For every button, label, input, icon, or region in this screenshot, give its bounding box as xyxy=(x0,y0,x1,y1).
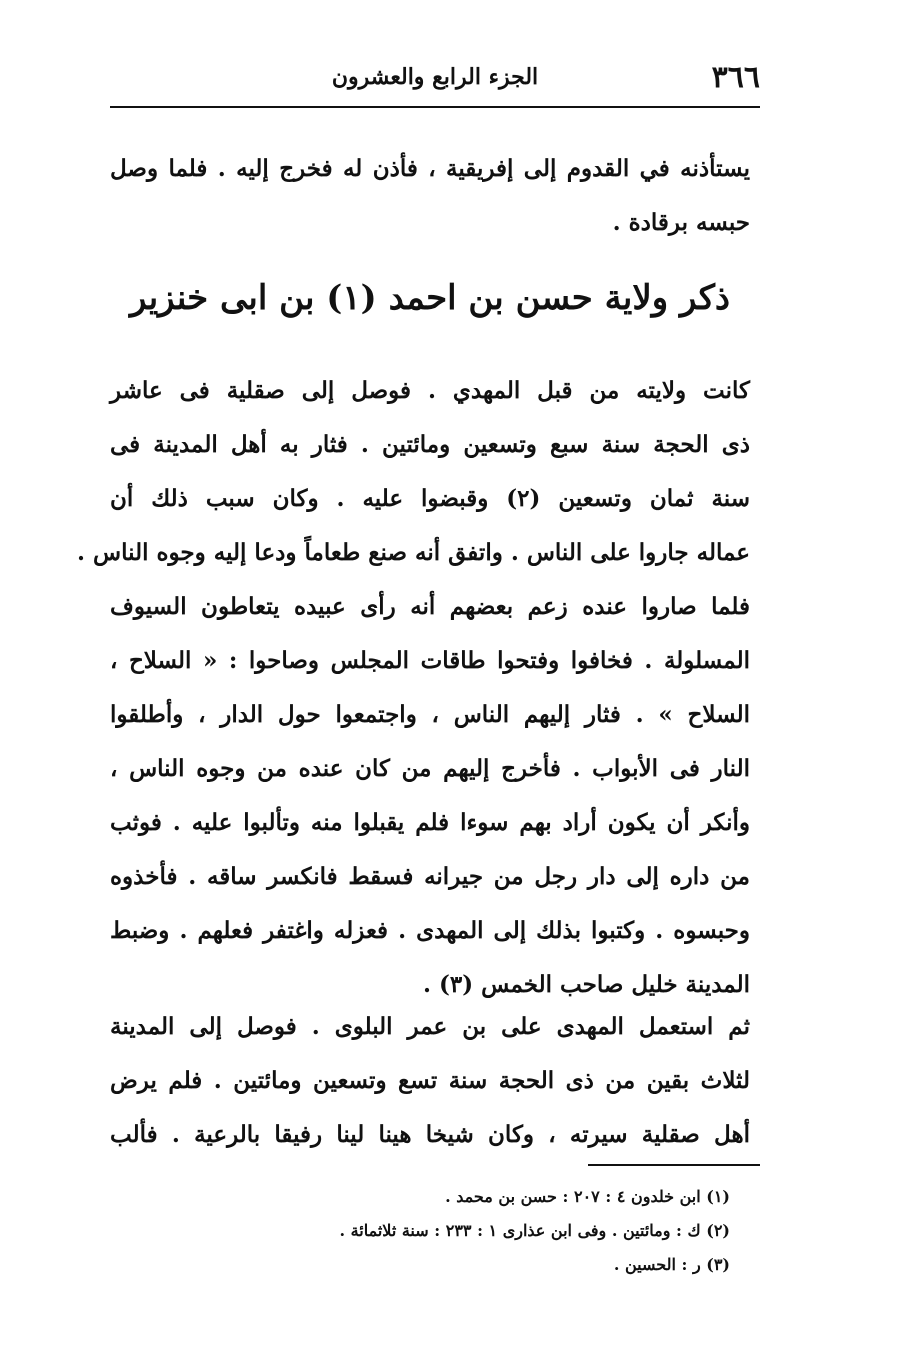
footnote-1: (١) ابن خلدون ٤ : ٢٠٧ : حسن بن محمد . xyxy=(445,1187,730,1206)
text-line: لثلاث بقين من ذى الحجة سنة تسع وتسعين ومائتين . فلم يرض xyxy=(110,1067,750,1094)
paragraph-1 xyxy=(77,364,750,1012)
text-line: فلما صاروا عنده زعم بعضهم أنه رأى عبيده يتعاطون السيوف xyxy=(110,593,750,620)
text-line: السلاح » . فثار إليهم الناس ، واجتمعوا حول الدار ، وأطلقوا xyxy=(110,701,750,728)
footnotes xyxy=(300,1180,730,1282)
text-line: وحبسوه . وكتبوا بذلك إلى المهدى . فعزله واغتفر فعلهم . وضبط xyxy=(110,917,750,944)
text-line: المسلولة . فخافوا وفتحوا طاقات المجلس وصاحوا : « السلاح ، xyxy=(110,647,750,674)
section-heading: ذكر ولاية حسن بن احمد (١) بن ابى خنزير xyxy=(129,278,731,318)
footnote-rule xyxy=(588,1164,760,1166)
text-line: سنة ثمان وتسعين (٢) وقبضوا عليه . وكان سبب ذلك أن xyxy=(110,485,750,512)
text-line: من داره إلى دار رجل من جيرانه فسقط فانكسر ساقه . فأخذوه xyxy=(110,863,750,890)
text-line: المدينة خليل صاحب الخمس (٣) . xyxy=(422,971,750,998)
text-line: ثم استعمل المهدى على بن عمر البلوى . فوصل إلى المدينة xyxy=(110,1013,750,1040)
text-line: يستأذنه في القدوم إلى إفريقية ، فأذن له فخرج إليه . فلما وصل xyxy=(110,155,750,182)
text-line: حبسه برقادة . xyxy=(612,209,750,236)
paragraph-2 xyxy=(110,1000,750,1162)
intro-paragraph xyxy=(110,142,750,250)
running-head xyxy=(110,58,760,104)
text-line: أهل صقلية سيرته ، وكان شيخا هينا لينا رفيقا بالرعية . فألب xyxy=(110,1121,750,1148)
running-title: الجزء الرابع والعشرون xyxy=(331,64,539,90)
header-rule xyxy=(110,106,760,108)
text-line: وأنكر أن يكون أراد بهم سوءا فلم يقبلوا منه وتألبوا عليه . فوثب xyxy=(110,809,750,836)
footnote-3: (٣) ر : الحسين . xyxy=(613,1255,730,1274)
footnote-2: (٢) ك : ومائتين . وفى ابن عذارى ١ : ٢٣٣ : سنة ثلاثمائة . xyxy=(339,1221,730,1240)
text-line: كانت ولايته من قبل المهدي . فوصل إلى صقلية فى عاشر xyxy=(110,377,750,404)
text-line: عماله جاروا على الناس . واتفق أنه صنع طعاماً ودعا إليه وجوه الناس . xyxy=(77,539,750,566)
text-line: ذى الحجة سنة سبع وتسعين ومائتين . فثار به أهل المدينة فى xyxy=(110,431,750,458)
text-line: النار فى الأبواب . فأخرج إليهم من كان عنده من وجوه الناس ، xyxy=(110,755,750,782)
page-number: ٣٦٦ xyxy=(711,60,760,95)
